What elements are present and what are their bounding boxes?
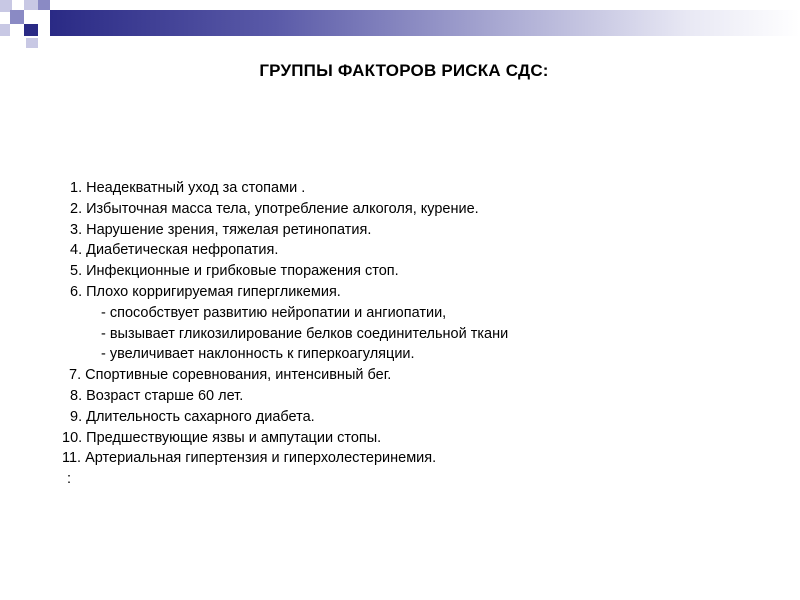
slide-title: ГРУППЫ ФАКТОРОВ РИСКА СДС: [259, 61, 549, 80]
list-item: 10. Предшествующие язвы и ампутации стопы. [62, 429, 382, 446]
list-item: 3. Нарушение зрения, тяжелая ретинопатия. [70, 221, 372, 238]
decor-square [24, 0, 38, 10]
list-item: 8. Возраст старше 60 лет. [70, 387, 244, 404]
list-item: 1. Неадекватный уход за стопами . [70, 180, 306, 196]
list-item: 7. Спортивные соревнования, интенсивный бег. [69, 367, 392, 384]
risk-factor-list [62, 178, 509, 490]
list-subitem: - вызывает гликозилирование белков соединительной ткани [101, 325, 509, 342]
list-item: : [67, 471, 72, 488]
list-subitem: - способствует развитию нейропатии и ангиопатии, [101, 304, 447, 321]
list-item: 11. Артериальная гипертензия и гиперхолестеринемия. [62, 450, 437, 467]
list-item: 6. Плохо корригируемая гипергликемия. [70, 283, 341, 300]
decor-square [38, 0, 50, 10]
decor-square [24, 24, 38, 36]
decor-square [10, 10, 24, 24]
list-subitem: - увеличивает наклонность к гиперкоагуляции. [101, 346, 415, 363]
list-item: 2. Избыточная масса тела, употребление алкоголя, курение. [70, 200, 479, 217]
decor-square [26, 38, 38, 48]
list-item: 4. Диабетическая нефропатия. [70, 242, 279, 259]
header-gradient-bar [50, 10, 800, 36]
list-item: 9. Длительность сахарного диабета. [70, 408, 315, 425]
decor-square [0, 24, 10, 36]
list-item: 5. Инфекционные и грибковые тпоражения стоп. [70, 263, 399, 280]
